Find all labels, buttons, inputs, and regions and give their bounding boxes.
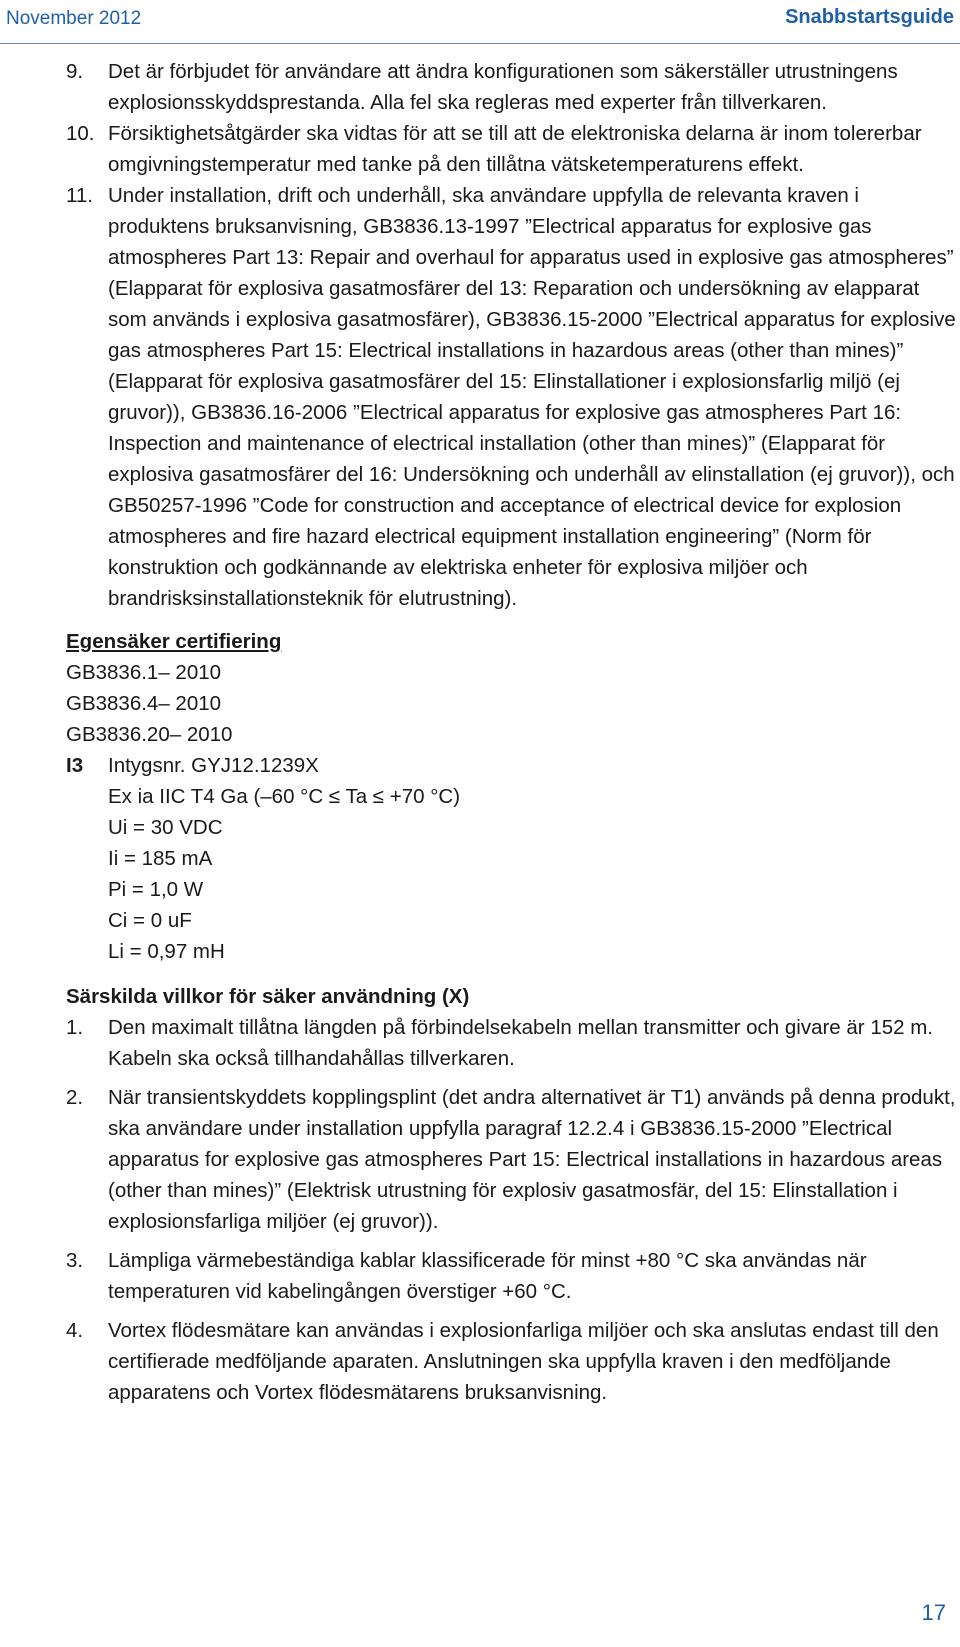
param-ci: Ci = 0 uF [108,909,192,932]
certificate-details [66,750,956,967]
header-doc-type: Snabbstartsguide [785,6,954,28]
list-item-text: Lämpliga värmebeständiga kablar klassificerade för minst +80 °C ska användas när temperaturen vid kabelingången överstiger +60 °C. [108,1249,867,1303]
certificate-number: Intygsnr. GYJ12.1239X [108,754,319,777]
list-item-text: Under installation, drift och underhåll, ska användare uppfylla de relevanta kraven i produktens bruksanvisning, GB3836.13-1997 ”Electrical apparatus for explosive gas atmospheres Part 13: Repair and overhaul for apparatus used in explosive gas atmospheres” (Elapparat för explosiva gasatmosfärer del 13: Reparation och undersökning av elapparat som används i explosiva gasatmosfärer), GB3836.15-2000 ”Electrical apparatus for explosive gas atmospheres Part 15: Electrical installations in hazardous areas (other than mines)” (Elapparat för explosiva gasatmosfärer del 15: Elinstallationer i explosionsfarlig miljö (ej gruvor)), GB3836.16-2006 ”Electrical apparatus for explosive gas atmospheres Part 16: Inspection and maintenance of electrical installation (other than mines)” (Elapparat för explosiva gasatmosfärer del 16: Undersökning och underhåll av elinstallation (ej gruvor)), och GB50257-1996 ”Code for construction and acceptance of electrical device for explosion atmospheres and fire hazard electrical equipment installation engineering” (Norm för konstruktion och godkännande av elektriska enheter för explosiva miljöer och brandrisksinstallationsteknik för elutrustning). [108,184,956,610]
list-item-text: När transientskyddets kopplingsplint (det andra alternativet är T1) används på denna produkt, ska användare under installation uppfylla paragraf 12.2.4 i GB3836.15-2000 ”Electrical apparatus for explosive gas atmospheres Part 15: Electrical installations in hazardous areas (other than mines)” (Elektrisk utrustning för explosiv gasatmosfär, del 15: Elinstallation i explosionsfarliga miljöer (ej gruvor)). [108,1086,956,1233]
param-ui: Ui = 30 VDC [108,816,223,839]
list-item [66,1245,956,1307]
list-item-number: 9. [66,60,84,83]
list-item [66,1012,956,1074]
special-conditions-heading: Särskilda villkor för säker användning (X) [66,985,470,1008]
param-li: Li = 0,97 mH [108,940,225,963]
list-item-text: Det är förbjudet för användare att ändra konfigurationen som säkerställer utrustningens explosionsskyddsprestanda. Alla fel ska regleras med experter från tillverkaren. [108,60,898,114]
standards-list [66,657,956,750]
list-item [66,180,956,614]
list-item [66,1315,956,1408]
param-ii: Ii = 185 mA [108,847,213,870]
header-date: November 2012 [6,8,142,29]
standard-line: GB3836.1– 2010 [66,661,222,684]
page-content [66,56,956,1416]
list-item-number: 3. [66,1249,84,1272]
certificate-code: I3 [66,754,84,777]
top-numbered-list [66,56,956,614]
standard-line: GB3836.20– 2010 [66,723,233,746]
param-pi: Pi = 1,0 W [108,878,204,901]
list-item-text: Den maximalt tillåtna längden på förbindelsekabeln mellan transmitter och givare är 152 m. Kabeln ska också tillhandahållas tillverkaren. [108,1016,933,1070]
list-item-number: 4. [66,1319,84,1342]
list-item-text: Vortex flödesmätare kan användas i explosionfarliga miljöer och ska anslutas endast till den certifierade medföljande aparaten. Anslutningen ska uppfylla kraven i den medföljande apparatens och Vortex flödesmätarens bruksanvisning. [108,1319,939,1404]
list-item-number: 10. [66,122,95,145]
list-item-number: 2. [66,1086,84,1109]
list-item-text: Försiktighetsåtgärder ska vidtas för att se till att de elektroniska delarna är inom tolererbar omgivningstemperatur med tanke på den tillåtna vätsketemperaturens effekt. [108,122,922,176]
special-conditions-list [66,1012,956,1408]
ex-marking: Ex ia IIC T4 Ga (–60 °C ≤ Ta ≤ +70 °C) [108,785,461,808]
certificate-block [66,750,956,967]
list-item [66,118,956,180]
list-item [66,56,956,118]
page-number: 17 [921,1600,946,1625]
intrinsic-safety-heading: Egensäker certifiering [66,630,282,653]
page-header [0,0,960,46]
header-divider [0,43,960,44]
list-item-number: 1. [66,1016,84,1039]
list-item [66,1082,956,1237]
standard-line: GB3836.4– 2010 [66,692,222,715]
list-item-number: 11. [66,184,93,207]
